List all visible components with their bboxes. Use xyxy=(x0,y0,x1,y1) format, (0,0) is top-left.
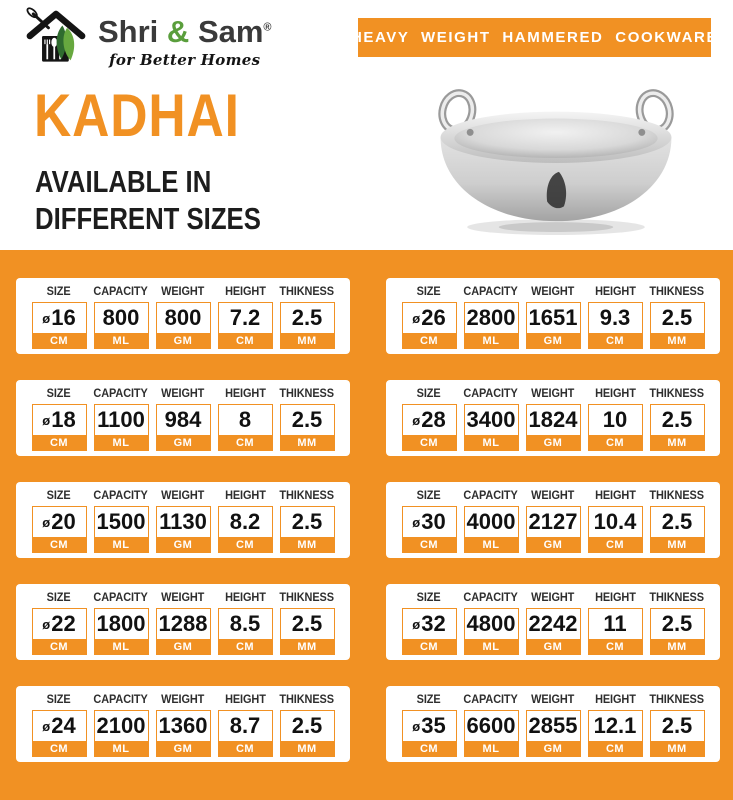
spec-cell-size xyxy=(28,490,90,553)
height-box xyxy=(218,404,273,451)
spec-header-height: HEIGHT xyxy=(594,592,636,604)
spec-cell-height xyxy=(214,286,276,349)
height-unit: CM xyxy=(219,639,272,654)
size-number: 16 xyxy=(51,305,76,330)
weight-unit: GM xyxy=(157,741,210,756)
spec-cell-height xyxy=(584,490,646,553)
capacity-value: 4800 xyxy=(465,609,518,639)
height-box xyxy=(588,404,643,451)
diameter-symbol: ø xyxy=(42,412,51,428)
capacity-box xyxy=(464,506,519,553)
diameter-symbol: ø xyxy=(412,412,421,428)
height-box xyxy=(588,506,643,553)
height-unit: CM xyxy=(589,333,642,348)
spec-header-capacity: CAPACITY xyxy=(463,286,519,298)
thickness-unit: MM xyxy=(281,639,334,654)
header-area xyxy=(0,0,733,250)
spec-header-thickness: THIKNESS xyxy=(279,592,335,604)
spec-card-20cm xyxy=(16,482,350,558)
spec-cell-thickness xyxy=(276,286,338,349)
height-value: 9.3 xyxy=(589,303,642,333)
spec-header-size: SIZE xyxy=(47,694,71,706)
thickness-value: 2.5 xyxy=(651,711,704,741)
spec-header-height: HEIGHT xyxy=(594,694,636,706)
spec-cell-thickness xyxy=(646,694,708,757)
spec-cell-capacity xyxy=(460,592,522,655)
spec-cell-weight xyxy=(522,694,584,757)
spec-header-capacity: CAPACITY xyxy=(93,388,149,400)
spec-cell-height xyxy=(584,592,646,655)
capacity-box xyxy=(464,608,519,655)
spec-card-28cm xyxy=(386,380,720,456)
size-number: 35 xyxy=(421,713,446,738)
brand-ampersand: & xyxy=(166,14,190,49)
weight-unit: GM xyxy=(157,333,210,348)
spec-header-weight: WEIGHT xyxy=(161,490,205,502)
diameter-symbol: ø xyxy=(412,616,421,632)
weight-box xyxy=(526,404,581,451)
thickness-value: 2.5 xyxy=(281,711,334,741)
size-unit: CM xyxy=(33,639,86,654)
height-value: 7.2 xyxy=(219,303,272,333)
size-value xyxy=(33,303,86,333)
brand-name-second: Sam xyxy=(197,14,264,49)
weight-unit: GM xyxy=(527,741,580,756)
spec-cell-thickness xyxy=(646,490,708,553)
spec-header-capacity: CAPACITY xyxy=(93,286,149,298)
size-unit: CM xyxy=(403,537,456,552)
brand-name xyxy=(98,14,272,50)
diameter-symbol: ø xyxy=(42,310,51,326)
spec-cell-thickness xyxy=(276,592,338,655)
size-box xyxy=(32,302,87,349)
size-value xyxy=(33,507,86,537)
spec-cell-weight xyxy=(522,490,584,553)
product-title: KADHAI xyxy=(34,82,240,149)
weight-box xyxy=(526,506,581,553)
capacity-value: 800 xyxy=(95,303,148,333)
spec-cell-height xyxy=(214,388,276,451)
spec-cell-thickness xyxy=(276,694,338,757)
weight-value: 984 xyxy=(157,405,210,435)
size-number: 24 xyxy=(51,713,76,738)
capacity-box xyxy=(464,710,519,757)
weight-unit: GM xyxy=(157,639,210,654)
spec-cell-size xyxy=(398,694,460,757)
weight-box xyxy=(156,710,211,757)
capacity-unit: ML xyxy=(465,435,518,450)
thickness-unit: MM xyxy=(281,333,334,348)
spec-cell-capacity xyxy=(460,388,522,451)
size-unit: CM xyxy=(403,435,456,450)
thickness-value: 2.5 xyxy=(281,609,334,639)
spec-header-weight: WEIGHT xyxy=(531,490,575,502)
spec-header-size: SIZE xyxy=(47,592,71,604)
spec-header-thickness: THIKNESS xyxy=(279,388,335,400)
thickness-box xyxy=(280,302,335,349)
spec-cell-height xyxy=(584,388,646,451)
spec-header-size: SIZE xyxy=(47,490,71,502)
thickness-unit: MM xyxy=(651,741,704,756)
registered-mark: ® xyxy=(263,21,272,34)
weight-value: 800 xyxy=(157,303,210,333)
spec-cell-weight xyxy=(152,388,214,451)
spec-header-weight: WEIGHT xyxy=(161,592,205,604)
thickness-box xyxy=(650,608,705,655)
thickness-value: 2.5 xyxy=(651,303,704,333)
spec-card-22cm xyxy=(16,584,350,660)
capacity-value: 3400 xyxy=(465,405,518,435)
spec-header-size: SIZE xyxy=(417,388,441,400)
height-unit: CM xyxy=(219,537,272,552)
weight-unit: GM xyxy=(157,435,210,450)
spec-grid xyxy=(16,278,720,762)
height-box xyxy=(588,710,643,757)
spec-card-16cm xyxy=(16,278,350,354)
size-box xyxy=(402,404,457,451)
spec-header-capacity: CAPACITY xyxy=(463,592,519,604)
spec-card-24cm xyxy=(16,686,350,762)
spec-header-height: HEIGHT xyxy=(594,490,636,502)
height-box xyxy=(218,710,273,757)
diameter-symbol: ø xyxy=(42,616,51,632)
spec-cell-thickness xyxy=(276,490,338,553)
weight-value: 2127 xyxy=(527,507,580,537)
spec-cell-capacity xyxy=(460,286,522,349)
size-unit: CM xyxy=(403,333,456,348)
thickness-value: 2.5 xyxy=(281,507,334,537)
spec-cell-size xyxy=(398,490,460,553)
spec-header-height: HEIGHT xyxy=(224,490,266,502)
capacity-value: 1800 xyxy=(95,609,148,639)
size-box xyxy=(402,506,457,553)
spec-header-weight: WEIGHT xyxy=(531,388,575,400)
brand-logo xyxy=(24,4,272,69)
spec-header-weight: WEIGHT xyxy=(531,286,575,298)
height-unit: CM xyxy=(589,741,642,756)
spec-card-26cm xyxy=(386,278,720,354)
thickness-unit: MM xyxy=(281,435,334,450)
spec-header-thickness: THIKNESS xyxy=(649,286,705,298)
spec-header-weight: WEIGHT xyxy=(531,694,575,706)
size-number: 22 xyxy=(51,611,76,636)
spec-cell-height xyxy=(214,592,276,655)
size-value xyxy=(403,507,456,537)
thickness-value: 2.5 xyxy=(651,405,704,435)
capacity-unit: ML xyxy=(95,333,148,348)
size-number: 18 xyxy=(51,407,76,432)
height-value: 12.1 xyxy=(589,711,642,741)
capacity-unit: ML xyxy=(465,333,518,348)
diameter-symbol: ø xyxy=(412,310,421,326)
spec-header-height: HEIGHT xyxy=(594,388,636,400)
size-value xyxy=(403,609,456,639)
diameter-symbol: ø xyxy=(412,718,421,734)
spec-cell-weight xyxy=(522,388,584,451)
spec-header-thickness: THIKNESS xyxy=(649,388,705,400)
spec-header-weight: WEIGHT xyxy=(161,388,205,400)
spec-header-size: SIZE xyxy=(417,592,441,604)
spec-header-size: SIZE xyxy=(47,388,71,400)
spec-cell-size xyxy=(398,388,460,451)
size-number: 30 xyxy=(421,509,446,534)
thickness-value: 2.5 xyxy=(281,405,334,435)
thickness-box xyxy=(280,506,335,553)
weight-box xyxy=(156,608,211,655)
spec-cell-thickness xyxy=(276,388,338,451)
spec-header-weight: WEIGHT xyxy=(531,592,575,604)
capacity-box xyxy=(94,506,149,553)
height-unit: CM xyxy=(589,639,642,654)
capacity-unit: ML xyxy=(95,537,148,552)
height-value: 8.5 xyxy=(219,609,272,639)
spec-cell-height xyxy=(214,694,276,757)
weight-unit: GM xyxy=(527,435,580,450)
spec-header-height: HEIGHT xyxy=(594,286,636,298)
spec-cell-weight xyxy=(522,592,584,655)
spec-card-30cm xyxy=(386,482,720,558)
spec-cell-weight xyxy=(152,592,214,655)
spec-cell-height xyxy=(584,694,646,757)
size-box xyxy=(402,302,457,349)
diameter-symbol: ø xyxy=(412,514,421,530)
spec-card-18cm xyxy=(16,380,350,456)
spec-cell-size xyxy=(398,592,460,655)
thickness-unit: MM xyxy=(651,435,704,450)
spec-header-height: HEIGHT xyxy=(224,592,266,604)
size-box xyxy=(32,710,87,757)
size-unit: CM xyxy=(33,537,86,552)
spec-header-height: HEIGHT xyxy=(224,388,266,400)
weight-box xyxy=(526,710,581,757)
height-unit: CM xyxy=(219,741,272,756)
spec-cell-capacity xyxy=(460,694,522,757)
height-box xyxy=(218,506,273,553)
thickness-unit: MM xyxy=(651,333,704,348)
height-unit: CM xyxy=(589,435,642,450)
size-unit: CM xyxy=(33,435,86,450)
weight-box xyxy=(156,506,211,553)
thickness-box xyxy=(650,710,705,757)
spec-cell-capacity xyxy=(460,490,522,553)
spec-header-size: SIZE xyxy=(417,490,441,502)
capacity-unit: ML xyxy=(95,741,148,756)
capacity-box xyxy=(464,302,519,349)
size-unit: CM xyxy=(33,333,86,348)
height-box xyxy=(588,608,643,655)
height-value: 10.4 xyxy=(589,507,642,537)
thickness-value: 2.5 xyxy=(651,609,704,639)
size-value xyxy=(33,609,86,639)
diameter-symbol: ø xyxy=(42,514,51,530)
weight-value: 2242 xyxy=(527,609,580,639)
spec-cell-thickness xyxy=(646,388,708,451)
availability-subtitle xyxy=(35,164,261,237)
capacity-value: 6600 xyxy=(465,711,518,741)
spec-cell-size xyxy=(28,286,90,349)
spec-cell-weight xyxy=(522,286,584,349)
spec-header-thickness: THIKNESS xyxy=(279,490,335,502)
brand-tagline: for Better Homes xyxy=(109,51,261,69)
spec-header-weight: WEIGHT xyxy=(161,286,205,298)
availability-line2: DIFFERENT SIZES xyxy=(35,200,261,236)
weight-value: 1824 xyxy=(527,405,580,435)
size-unit: CM xyxy=(403,639,456,654)
weight-unit: GM xyxy=(157,537,210,552)
height-value: 8.7 xyxy=(219,711,272,741)
thickness-box xyxy=(650,302,705,349)
capacity-value: 1500 xyxy=(95,507,148,537)
kadhai-photo xyxy=(408,76,704,244)
spec-cell-capacity xyxy=(90,490,152,553)
capacity-value: 1100 xyxy=(95,405,148,435)
size-box xyxy=(32,404,87,451)
weight-value: 1130 xyxy=(157,507,210,537)
size-value xyxy=(33,711,86,741)
thickness-unit: MM xyxy=(651,639,704,654)
spec-header-capacity: CAPACITY xyxy=(93,490,149,502)
header-banner: HEAVY WEIGHT HAMMERED COOKWARE xyxy=(358,18,711,57)
spec-cell-capacity xyxy=(90,592,152,655)
weight-value: 1360 xyxy=(157,711,210,741)
size-box xyxy=(402,608,457,655)
weight-value: 2855 xyxy=(527,711,580,741)
availability-line1: AVAILABLE IN xyxy=(35,164,212,199)
capacity-unit: ML xyxy=(465,639,518,654)
spec-cell-size xyxy=(28,388,90,451)
spec-cell-height xyxy=(584,286,646,349)
height-box xyxy=(588,302,643,349)
spec-cell-capacity xyxy=(90,286,152,349)
size-unit: CM xyxy=(33,741,86,756)
size-box xyxy=(402,710,457,757)
spec-cell-weight xyxy=(152,694,214,757)
spec-header-capacity: CAPACITY xyxy=(463,388,519,400)
spec-header-thickness: THIKNESS xyxy=(649,490,705,502)
spec-header-size: SIZE xyxy=(417,694,441,706)
capacity-value: 2100 xyxy=(95,711,148,741)
spec-cell-weight xyxy=(152,490,214,553)
thickness-unit: MM xyxy=(281,741,334,756)
weight-box xyxy=(156,404,211,451)
spec-header-capacity: CAPACITY xyxy=(93,592,149,604)
thickness-value: 2.5 xyxy=(651,507,704,537)
thickness-box xyxy=(280,608,335,655)
capacity-box xyxy=(464,404,519,451)
weight-box xyxy=(156,302,211,349)
size-value xyxy=(403,711,456,741)
spec-header-capacity: CAPACITY xyxy=(93,694,149,706)
height-unit: CM xyxy=(219,435,272,450)
height-box xyxy=(218,302,273,349)
height-value: 8 xyxy=(219,405,272,435)
size-box xyxy=(32,608,87,655)
weight-unit: GM xyxy=(527,639,580,654)
spec-cell-thickness xyxy=(646,286,708,349)
capacity-unit: ML xyxy=(465,537,518,552)
house-utensils-icon xyxy=(24,4,88,68)
size-unit: CM xyxy=(403,741,456,756)
spec-cell-size xyxy=(398,286,460,349)
spec-header-thickness: THIKNESS xyxy=(279,694,335,706)
thickness-value: 2.5 xyxy=(281,303,334,333)
capacity-value: 2800 xyxy=(465,303,518,333)
size-number: 26 xyxy=(421,305,446,330)
height-value: 10 xyxy=(589,405,642,435)
capacity-box xyxy=(94,608,149,655)
spec-header-height: HEIGHT xyxy=(224,286,266,298)
weight-unit: GM xyxy=(527,537,580,552)
spec-header-size: SIZE xyxy=(417,286,441,298)
size-value xyxy=(33,405,86,435)
size-value xyxy=(403,303,456,333)
diameter-symbol: ø xyxy=(42,718,51,734)
brand-name-first: Shri xyxy=(98,14,159,49)
spec-cell-thickness xyxy=(646,592,708,655)
spec-cell-capacity xyxy=(90,388,152,451)
height-value: 11 xyxy=(589,609,642,639)
spec-card-32cm xyxy=(386,584,720,660)
weight-value: 1288 xyxy=(157,609,210,639)
spec-header-thickness: THIKNESS xyxy=(279,286,335,298)
capacity-box xyxy=(94,302,149,349)
size-number: 28 xyxy=(421,407,446,432)
height-unit: CM xyxy=(589,537,642,552)
thickness-box xyxy=(280,404,335,451)
height-unit: CM xyxy=(219,333,272,348)
spec-card-35cm xyxy=(386,686,720,762)
thickness-box xyxy=(650,404,705,451)
height-value: 8.2 xyxy=(219,507,272,537)
spec-cell-size xyxy=(28,694,90,757)
capacity-value: 4000 xyxy=(465,507,518,537)
capacity-box xyxy=(94,710,149,757)
thickness-unit: MM xyxy=(281,537,334,552)
spec-header-capacity: CAPACITY xyxy=(463,694,519,706)
spec-section xyxy=(0,250,733,800)
weight-value: 1651 xyxy=(527,303,580,333)
spec-header-weight: WEIGHT xyxy=(161,694,205,706)
spec-header-size: SIZE xyxy=(47,286,71,298)
weight-box xyxy=(526,608,581,655)
capacity-box xyxy=(94,404,149,451)
size-box xyxy=(32,506,87,553)
capacity-unit: ML xyxy=(95,435,148,450)
capacity-unit: ML xyxy=(465,741,518,756)
size-number: 32 xyxy=(421,611,446,636)
brand-text-block xyxy=(98,4,272,69)
spec-cell-weight xyxy=(152,286,214,349)
spec-header-capacity: CAPACITY xyxy=(463,490,519,502)
size-number: 20 xyxy=(51,509,76,534)
spec-cell-size xyxy=(28,592,90,655)
thickness-unit: MM xyxy=(651,537,704,552)
spec-cell-height xyxy=(214,490,276,553)
spec-header-thickness: THIKNESS xyxy=(649,694,705,706)
height-box xyxy=(218,608,273,655)
capacity-unit: ML xyxy=(95,639,148,654)
weight-unit: GM xyxy=(527,333,580,348)
weight-box xyxy=(526,302,581,349)
size-value xyxy=(403,405,456,435)
spec-header-height: HEIGHT xyxy=(224,694,266,706)
spec-header-thickness: THIKNESS xyxy=(649,592,705,604)
thickness-box xyxy=(280,710,335,757)
spec-cell-capacity xyxy=(90,694,152,757)
thickness-box xyxy=(650,506,705,553)
